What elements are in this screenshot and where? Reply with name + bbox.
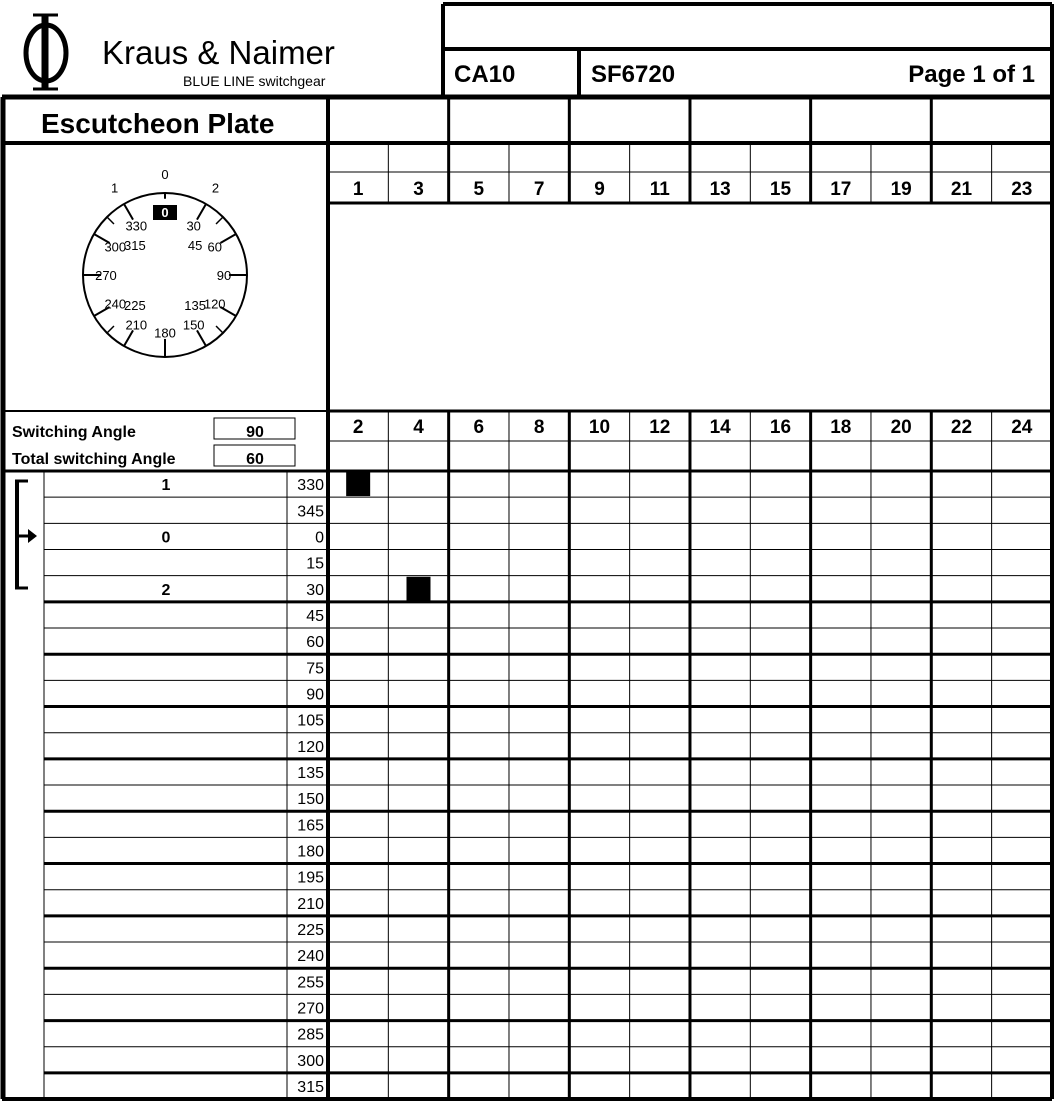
row-angle-label: 330 <box>297 477 324 495</box>
dial-position-label: 0 <box>161 167 169 183</box>
terminal-label-bottom: 10 <box>588 417 611 438</box>
terminal-label-bottom: 24 <box>1011 417 1033 438</box>
closed-contact-mark <box>406 577 430 601</box>
terminal-label-bottom: 6 <box>473 417 485 438</box>
table-row <box>297 922 324 939</box>
phi-logo-icon <box>26 14 66 90</box>
row-angle-label: 15 <box>306 555 324 573</box>
dial-degree-label: 60 <box>207 239 222 255</box>
table-row <box>297 713 324 730</box>
dial-degree-label: 90 <box>216 268 232 283</box>
dial-tick <box>124 330 133 346</box>
page-indicator: Page 1 of 1 <box>908 61 1035 88</box>
section-title: Escutcheon Plate <box>41 108 275 139</box>
terminal-label-top: 15 <box>769 179 792 200</box>
dial-degree-label: 270 <box>95 268 117 283</box>
dial-degree-label: 330 <box>125 218 148 234</box>
row-angle-label: 60 <box>306 634 324 652</box>
row-angle-label: 45 <box>306 607 324 625</box>
row-angle-label: 150 <box>297 791 324 809</box>
terminal-label-top: 1 <box>352 179 364 200</box>
row-angle-label: 180 <box>297 843 324 861</box>
terminal-label-bottom: 2 <box>352 417 364 438</box>
brand-logo <box>26 14 335 90</box>
dial-degree-label: 300 <box>104 239 127 255</box>
dial-tick <box>197 330 206 346</box>
dial-tick-minor <box>216 326 223 333</box>
left-panel-frame <box>2 97 1052 1099</box>
table-row <box>306 660 324 677</box>
table-row <box>306 634 324 651</box>
dial-pointer-label: 0 <box>161 205 169 220</box>
table-row <box>297 870 324 887</box>
dial-degree-label: 30 <box>186 218 201 234</box>
dial-degree-label: 210 <box>125 317 148 333</box>
brand-tagline: BLUE LINE switchgear <box>183 73 326 89</box>
terminal-label-bottom: 14 <box>709 417 731 438</box>
dial-degree-label: 225 <box>123 298 146 314</box>
row-angle-label: 240 <box>297 948 324 966</box>
row-angle-label: 285 <box>297 1026 324 1044</box>
dial-tick-minor <box>107 326 114 333</box>
dial-degree-label: 120 <box>203 296 226 312</box>
table-row <box>297 948 324 965</box>
dial-tick-minor <box>107 217 114 224</box>
switching-angle-value: 90 <box>246 424 264 441</box>
escutcheon-dial <box>83 167 247 357</box>
terminal-label-top: 17 <box>830 179 852 200</box>
closed-contact-mark <box>346 472 370 496</box>
table-row <box>297 817 324 834</box>
terminal-label-top: 7 <box>533 179 545 200</box>
row-angle-label: 195 <box>297 869 324 887</box>
start-position-arrow-icon <box>17 529 37 543</box>
table-row <box>297 503 324 520</box>
row-angle-label: 90 <box>306 686 324 704</box>
table-row <box>297 974 324 991</box>
terminal-label-top: 9 <box>594 179 605 200</box>
switching-angle-section <box>12 418 295 468</box>
terminal-label-top: 5 <box>473 179 485 200</box>
dial-tick <box>124 204 133 220</box>
table-row <box>306 556 324 573</box>
row-position-label: 0 <box>161 529 171 547</box>
row-angle-label: 315 <box>297 1078 324 1096</box>
table-row <box>297 1079 324 1096</box>
row-angle-label: 0 <box>315 529 324 547</box>
row-angle-label: 75 <box>306 660 324 678</box>
terminal-label-top: 19 <box>890 179 912 200</box>
row-position-label: 2 <box>161 581 171 599</box>
row-angle-label: 300 <box>297 1052 324 1070</box>
row-angle-label: 135 <box>297 764 324 782</box>
dial-degree-label: 315 <box>123 237 146 253</box>
table-row <box>297 765 324 782</box>
row-angle-label: 165 <box>297 817 324 835</box>
table-row <box>297 791 324 808</box>
dial-tick-minor <box>216 217 223 224</box>
terminal-label-top: 21 <box>950 179 973 200</box>
terminal-label-bottom: 18 <box>830 417 852 438</box>
total-angle-value: 60 <box>246 451 264 468</box>
row-position-label: 1 <box>161 477 171 495</box>
terminal-label-top: 13 <box>709 179 731 200</box>
dial-degree-label: 180 <box>154 325 176 341</box>
table-row <box>297 1053 324 1070</box>
row-angle-label: 210 <box>297 895 324 913</box>
total-angle-label: Total switching Angle <box>12 451 176 468</box>
table-row <box>306 686 324 703</box>
switching-angle-label: Switching Angle <box>12 424 136 441</box>
row-angle-label: 225 <box>297 921 324 939</box>
terminal-label-top: 11 <box>649 179 670 200</box>
dial-degree-label: 150 <box>182 317 205 333</box>
terminal-label-top: 23 <box>1011 179 1033 200</box>
table-row <box>297 739 324 756</box>
row-angle-label: 120 <box>297 738 324 756</box>
row-angle-label: 255 <box>297 974 324 992</box>
terminal-label-bottom: 16 <box>769 417 792 438</box>
table-row <box>297 1000 324 1017</box>
terminal-label-bottom: 4 <box>413 417 424 438</box>
row-angle-label: 270 <box>297 1000 324 1018</box>
dial-degree-label: 135 <box>184 298 207 314</box>
series-code: CA10 <box>454 61 516 88</box>
table-row <box>162 529 325 546</box>
terminal-label-bottom: 20 <box>890 417 912 438</box>
terminal-label-top: 3 <box>413 179 424 200</box>
terminal-label-bottom: 12 <box>649 417 671 438</box>
terminal-label-bottom: 8 <box>533 417 545 438</box>
dial-degree-label: 240 <box>104 296 127 312</box>
contact-grid <box>328 97 1052 1099</box>
terminal-label-bottom: 22 <box>950 417 973 438</box>
position-rows <box>44 471 1052 1099</box>
table-row <box>297 843 324 860</box>
table-row <box>297 896 324 913</box>
dial-tick <box>220 234 236 243</box>
table-row <box>306 608 324 625</box>
brand-name: Kraus & Naimer <box>102 34 335 71</box>
dial-degree-label: 45 <box>187 237 203 253</box>
program-code: SF6720 <box>591 61 676 88</box>
dial-position-label: 2 <box>211 180 220 196</box>
dial-tick <box>197 204 206 220</box>
row-angle-label: 345 <box>297 503 324 521</box>
table-row <box>162 477 325 494</box>
table-row <box>297 1027 324 1044</box>
row-angle-label: 30 <box>306 581 324 599</box>
row-angle-label: 105 <box>297 712 324 730</box>
table-row <box>162 582 325 599</box>
dial-position-label: 1 <box>110 180 119 196</box>
